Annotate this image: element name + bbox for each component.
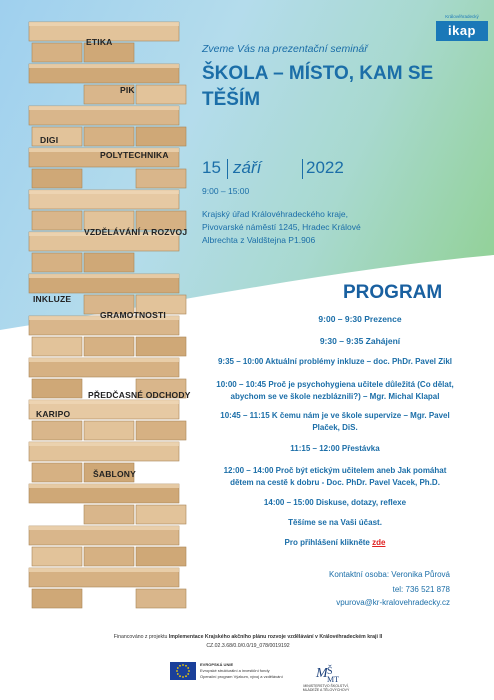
tower-label-digi: DIGI — [40, 135, 59, 145]
msmt-logo-icon — [302, 660, 350, 686]
msmt-logo-text: MINISTERSTVO ŠKOLSTVÍ, MLÁDEŽE A TĚLOVÝCHOVY — [302, 684, 350, 692]
seminar-title-line2: TĚŠÍM — [202, 89, 261, 110]
program-item: 10:45 – 11:15 K čemu nám je ve škole supervize – Mgr. Pavel — [220, 411, 450, 420]
tower-label-inkluze: INKLUZE — [33, 294, 72, 304]
program-item: dětem na cestě k dobru - Doc. PhDr. Pavel Vacek, Ph.D. — [230, 478, 440, 487]
program-item: 10:00 – 10:45 Proč je psychohygiena učitele důležitá (Co dělat, — [216, 380, 454, 389]
logo-name: ikap — [436, 21, 488, 41]
svg-text:Š: Š — [327, 666, 333, 677]
funding-project: Implementace Krajského akčního plánu rozvoje vzdělávání v Královéhradeckém kraji II — [168, 634, 383, 640]
funding-number: CZ.02.3.68/0.0/0.0/19_078/0019192 — [206, 643, 290, 649]
program-item: 9:35 – 10:00 Aktuální problémy inkluze – doc. PhDr. Pavel Zikl — [217, 357, 452, 366]
tower-label-gramotnosti: GRAMOTNOSTI — [100, 310, 166, 320]
logo-region-text: Královéhradecký — [445, 14, 479, 19]
tower-label-pik: PIK — [120, 85, 135, 95]
tower-label-etika: ETIKA — [86, 37, 113, 47]
seminar-title-line1: ŠKOLA – MÍSTO, KAM SE — [202, 63, 434, 84]
funding-prefix: Financováno z projektu — [113, 634, 168, 640]
svg-text:M: M — [316, 666, 328, 681]
ikap-logo — [436, 14, 488, 41]
program-item: abychom se ve škole nezbláznili?) – Mgr. Michal Klapal — [230, 392, 440, 401]
program-item: Plaček, DiS. — [312, 423, 358, 432]
venue-line-2: Pivovarské náměstí 1245, Hradec Králové — [202, 222, 361, 232]
program-item: 14:00 – 15:00 Diskuse, dotazy, reflexe — [263, 498, 407, 507]
program-item: 9:30 – 9:35 Zahájení — [319, 336, 401, 346]
program-heading: PROGRAM — [343, 282, 443, 303]
tower-label-sablony: ŠABLONY — [93, 469, 136, 479]
event-time: 9:00 – 15:00 — [202, 186, 250, 196]
contact-email[interactable]: vpurova@kr-kralovehradecky.cz — [336, 598, 450, 607]
eu-flag-icon — [170, 662, 196, 680]
contact-phone: tel: 736 521 878 — [392, 585, 450, 594]
tower-label-predcasne-odchody: PŘEDČASNÉ ODCHODY — [88, 390, 191, 400]
tower-label-vzdelavani: VZDĚLÁVÁNÍ A ROZVOJ — [84, 227, 188, 237]
venue-line-1: Krajský úřad Královéhradeckého kraje, — [202, 209, 348, 219]
funding-line — [36, 634, 460, 640]
venue-line-3: Albrechta z Valdštejna P1.906 — [202, 235, 316, 245]
contact-person: Kontaktní osoba: Veronika Půrová — [329, 570, 450, 579]
date-divider — [227, 159, 228, 179]
program-item: 12:00 – 14:00 Proč být etickým učitelem aneb Jak pomáhat — [223, 466, 447, 475]
signup-line — [190, 537, 480, 549]
program-item: 9:00 – 9:30 Prezence — [318, 314, 402, 324]
tower-label-polytechnika: POLYTECHNIKA — [100, 150, 169, 160]
date-divider — [302, 159, 303, 179]
signup-text: Pro přihlášení klikněte — [284, 538, 370, 547]
eu-logo-line2: Evropské strukturální a investiční fondy — [200, 668, 270, 673]
eu-logo-line3: Operační program Výzkum, vývoj a vzdělávání — [200, 674, 283, 679]
signup-link[interactable]: zde — [372, 538, 386, 547]
svg-text:MT: MT — [327, 675, 339, 684]
date-month: září — [233, 158, 262, 177]
tower-label-karipo: KARIPO — [36, 409, 71, 419]
date-year: 2022 — [306, 158, 344, 177]
date-day: 15 — [202, 158, 221, 177]
eu-logo-line1: EVROPSKÁ UNIE — [200, 662, 234, 667]
program-item: 11:15 – 12:00 Přestávka — [290, 444, 380, 453]
program-item: Těšíme se na Vaši účast. — [288, 518, 382, 527]
invite-text: Zveme Vás na prezentační seminář — [202, 43, 368, 55]
